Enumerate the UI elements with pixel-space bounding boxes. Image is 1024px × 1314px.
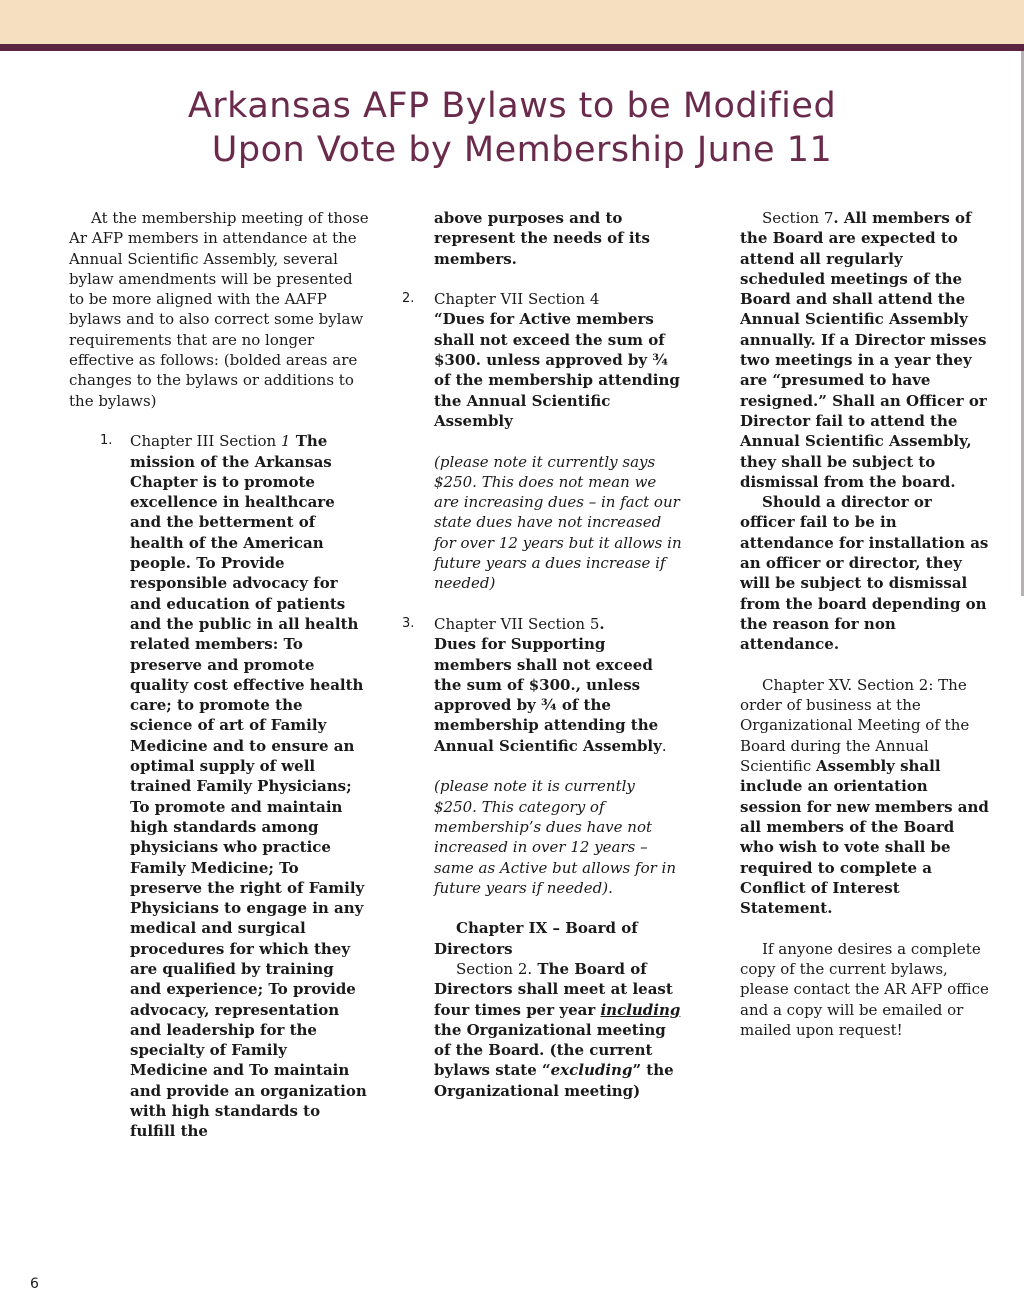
chapter-15-bold: Assembly shall include an orientation session for new members and all members of the Board who wish to vote shall be required to complete a Conflict of Interest Statement. (740, 757, 989, 918)
item-text-end: . (661, 736, 667, 755)
excluding-word: excluding (550, 1061, 633, 1080)
item-text: “Dues for Active members shall not exceed the sum of $300. unless approved by ¾ of the membership attending the Annual Scientific Assembly (434, 310, 680, 430)
item-ref-dot: . (599, 614, 605, 633)
page-number: 6 (30, 1276, 39, 1292)
chapter-15-plain: Chapter XV. Section 2: The order of business at the Organizational Meeting of the Board during the Annual Scientific (740, 675, 970, 776)
item-text: The mission of the Arkansas Chapter is to promote excellence in healthcare and the betterment of health of the American people. To Provide responsible advocacy for and education of patients and the public in all health related members: To preserve and promote quality cost effective health care; to promote the science of art of Family Medicine and to ensure an optimal supply of well trained Family Physicians; To promote and maintain high standards among physicians who practice Family Medicine; To preserve the right of Family Physicians to engage in any medical and surgical procedures for which they are qualified by training and experience; To provide advocacy, representation and leadership for the specialty of Family Medicine and To maintain and provide an organization with high standards to fulfill the (130, 432, 367, 1141)
chapter-9-heading: Chapter IX – Board of Directors (434, 919, 638, 958)
column-2 (402, 208, 682, 1101)
item-body (434, 634, 682, 756)
amendment-item-2 (402, 289, 682, 593)
item-ref-line (434, 614, 682, 634)
intro-paragraph: At the membership meeting of those Ar AFP members in attendance at the Annual Scientific Assembly, several bylaw amendments will be presented to be more aligned with the AAFP bylaws and to also correct some bylaw requirements that are no longer effective as follows: (bolded areas are changes to the bylaws or additions to the bylaws) (69, 209, 369, 410)
column-3 (740, 208, 990, 1040)
item-number: 1. (100, 433, 113, 449)
item-ref: Chapter III Section (130, 432, 281, 451)
header-rule (0, 44, 1024, 51)
section-7-paragraph (740, 208, 990, 492)
item-ref-number: 1 (280, 432, 291, 451)
item-ref: Chapter VII Section 4 (434, 290, 600, 309)
section-text-a: The Board of Directors shall meet at least four times per year (434, 959, 673, 1019)
amendment-item-1 (69, 431, 369, 1141)
chapter-15-paragraph (740, 675, 990, 919)
item-ref: Chapter VII Section 5 (434, 614, 600, 633)
section-text-b: the Organizational meeting of the Board. (the current bylaws state “ (434, 1020, 666, 1080)
section-text-c: ” the Organizational meeting) (434, 1061, 674, 1100)
item-number: 3. (402, 615, 415, 631)
closing-paragraph: If anyone desires a complete copy of the current bylaws, please contact the AR AFP office and a copy will be emailed or mailed upon request! (740, 939, 989, 1039)
section-7-paragraph-2: Should a director or officer fail to be in attendance for installation as an officer or director, they will be subject to dismissal from the board depending on the reason for non attendance. (740, 493, 989, 654)
chapter-9-section (434, 959, 682, 1101)
chapter-9-block (402, 918, 682, 1101)
page-title (0, 84, 1024, 172)
title-line-2: Upon Vote by Membership June 11 (211, 130, 833, 170)
section-label: Section 2. (456, 959, 533, 978)
title-line-1: Arkansas AFP Bylaws to be Modified (187, 86, 837, 126)
item-number: 2. (402, 291, 415, 307)
header-band (0, 0, 1024, 44)
item-text: Dues for Supporting members shall not exceed the sum of $300., unless approved by ¾ of the membership attending the Annual Scientific Assembly (434, 635, 662, 755)
including-word: including (600, 1000, 681, 1019)
amendment-item-3 (402, 614, 682, 898)
item-note: (please note it currently says $250. This does not mean we are increasing dues – in fact our state dues have not increased for over 12 years but it allows in future years a dues increase if needed) (434, 452, 682, 593)
item-1-continuation: above purposes and to represent the needs of its members. (434, 209, 650, 268)
item-note: (please note it is currently $250. This category of membership’s dues have not increased in over 12 years – same as Active but allows for in future years if needed). (434, 777, 677, 897)
item-body (130, 431, 369, 1141)
section-7-text: . All members of the Board are expected to attend all regularly scheduled meetings of the Board and shall attend the Annual Scientific Assembly annually. If a Director misses two meetings in a year they are “presumed to have resigned.” Shall an Officer or Director fail to attend the Annual Scientific Assembly, they shall be subject to dismissal from the board. (740, 209, 987, 491)
column-1 (69, 208, 369, 1142)
section-7-label: Section 7 (762, 209, 834, 227)
